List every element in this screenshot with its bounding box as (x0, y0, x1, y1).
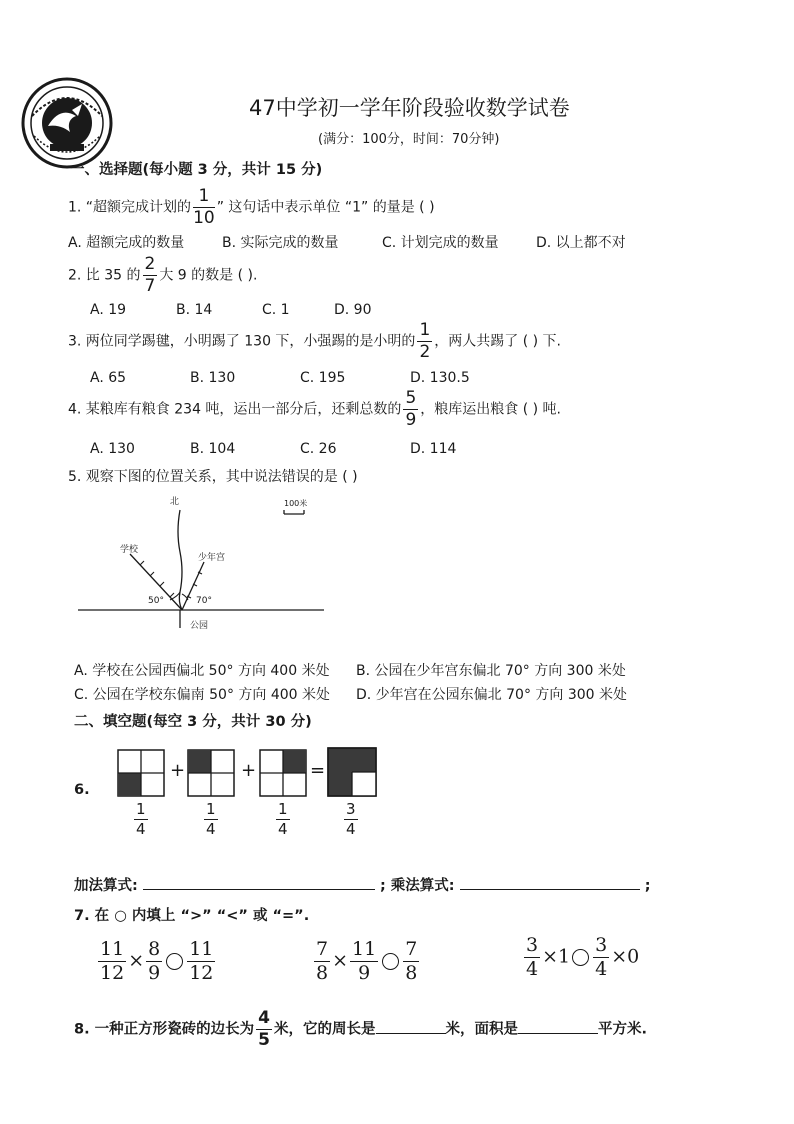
q1-prefix: 1. “超额完成计划的 (68, 199, 192, 216)
diagram-angle-left: 50° (148, 596, 164, 606)
equals-sign: = (310, 760, 326, 781)
q4-suffix: ，粮库运出粮食 ( ) 吨. (420, 401, 561, 418)
q4-option-d[interactable]: D. 114 (410, 441, 457, 457)
plus-sign-2: + (241, 760, 257, 781)
q6-number: 6. (74, 782, 90, 798)
add-label: 加法算式: (74, 878, 138, 894)
q8-mid1: 米，它的周长是 (274, 1021, 376, 1038)
q3-suffix: ，两人共踢了 ( ) 下. (434, 333, 561, 350)
q2-option-a[interactable]: A. 19 (90, 302, 127, 318)
diagram-label-palace: 少年宫 (198, 553, 226, 563)
compare-expr-3: $\frac{3}{4}$ ×1 $\frac{3}{4}$ ×0 (526, 934, 640, 980)
q6-fraction-1: $\frac{1}{4}$ (136, 800, 146, 838)
question-3 (68, 322, 561, 361)
q2-option-d[interactable]: D. 90 (334, 302, 372, 318)
question-2 (68, 256, 257, 295)
q4-prefix: 4. 某粮库有粮食 234 吨，运出一部分后，还剩总数的 (68, 401, 402, 418)
fraction-squares (110, 744, 390, 800)
q8-prefix: 8. 一种正方形瓷砖的边长为 (74, 1021, 255, 1038)
q3-option-d[interactable]: D. 130.5 (410, 370, 470, 386)
q8-fraction: $\frac{4}{5}$ (258, 1008, 270, 1050)
q2-option-b[interactable]: B. 14 (176, 302, 213, 318)
compare-expr-2: $\frac{7}{8}$ × $\frac{11}{9}$ $\frac{7}{8}$ (316, 938, 418, 984)
q6-end: ; (644, 878, 651, 894)
mul-label: ; 乘法算式: (379, 878, 455, 894)
question-7: 7. 在 ○ 内填上 “>” “<” 或 “=”. (74, 908, 310, 924)
q5-option-c[interactable]: C. 公园在学校东偏南 50° 方向 400 米处 (74, 687, 331, 703)
add-answer-blank[interactable] (143, 889, 375, 890)
question-1 (68, 188, 435, 227)
q5-option-a[interactable]: A. 学校在公园西偏北 50° 方向 400 米处 (74, 663, 330, 679)
q1-suffix: ” 这句话中表示单位 “1” 的量是 ( ) (216, 199, 435, 216)
q8-suffix: 平方米. (598, 1021, 648, 1038)
compare-circle[interactable] (382, 953, 399, 970)
question-4 (68, 390, 561, 429)
perimeter-blank[interactable] (376, 1033, 446, 1034)
q8-mid2: 米，面积是 (445, 1021, 518, 1038)
diagram-label-park: 公园 (190, 621, 209, 631)
compare-expr-1: $\frac{11}{12}$ × $\frac{8}{9}$ $\frac{11}{12}$ (100, 938, 214, 984)
q3-fraction: $\frac{1}{2}$ (419, 320, 431, 362)
question-8 (74, 1010, 647, 1049)
mul-answer-blank[interactable] (460, 889, 640, 890)
diagram-label-north: 北 (170, 497, 180, 507)
q4-fraction: $\frac{5}{9}$ (405, 388, 417, 430)
section1-heading: 一、选择题(每小题 3 分，共计 15 分) (70, 162, 323, 178)
q6-fraction-3: $\frac{1}{4}$ (278, 800, 288, 838)
q6-fraction-4: $\frac{3}{4}$ (346, 800, 356, 838)
q5-option-d[interactable]: D. 少年宫在公园东偏北 70° 方向 300 米处 (356, 687, 628, 703)
plus-sign-1: + (170, 760, 186, 781)
q4-option-c[interactable]: C. 26 (300, 441, 337, 457)
q6-answer-line (74, 874, 651, 895)
area-blank[interactable] (518, 1033, 598, 1034)
q3-option-b[interactable]: B. 130 (190, 370, 236, 386)
diagram-angle-right: 70° (196, 596, 212, 606)
diagram-label-school: 学校 (120, 545, 139, 555)
q2-option-c[interactable]: C. 1 (262, 302, 290, 318)
school-logo (20, 76, 114, 170)
page-title: 47中学初一学年阶段验收数学试卷 (249, 96, 570, 120)
question-5: 5. 观察下图的位置关系，其中说法错误的是 ( ) (68, 469, 358, 485)
q5-option-b[interactable]: B. 公园在少年宫东偏北 70° 方向 300 米处 (356, 663, 626, 679)
compare-circle[interactable] (166, 953, 183, 970)
q3-prefix: 3. 两位同学踢毽，小明踢了 130 下，小强踢的是小明的 (68, 333, 416, 350)
compare-circle[interactable] (572, 949, 589, 966)
q1-option-d[interactable]: D. 以上都不对 (536, 235, 626, 251)
page-subtitle: (满分：100分，时间：70分钟) (318, 132, 500, 147)
q1-option-a[interactable]: A. 超额完成的数量 (68, 235, 185, 251)
q2-prefix: 2. 比 35 的 (68, 267, 141, 284)
q6-fraction-2: $\frac{1}{4}$ (206, 800, 216, 838)
section2-heading: 二、填空题(每空 3 分，共计 30 分) (74, 714, 312, 730)
q1-option-b[interactable]: B. 实际完成的数量 (222, 235, 339, 251)
q4-option-a[interactable]: A. 130 (90, 441, 135, 457)
q2-suffix: 大 9 的数是 ( ). (159, 267, 258, 284)
q3-option-c[interactable]: C. 195 (300, 370, 346, 386)
direction-diagram (74, 492, 334, 640)
diagram-scale-label: 100米 (284, 499, 308, 508)
q1-option-c[interactable]: C. 计划完成的数量 (382, 235, 499, 251)
q3-option-a[interactable]: A. 65 (90, 370, 127, 386)
q2-fraction: $\frac{2}{7}$ (144, 254, 156, 296)
q4-option-b[interactable]: B. 104 (190, 441, 236, 457)
q1-fraction: $\frac{1}{10}$ (193, 186, 215, 228)
